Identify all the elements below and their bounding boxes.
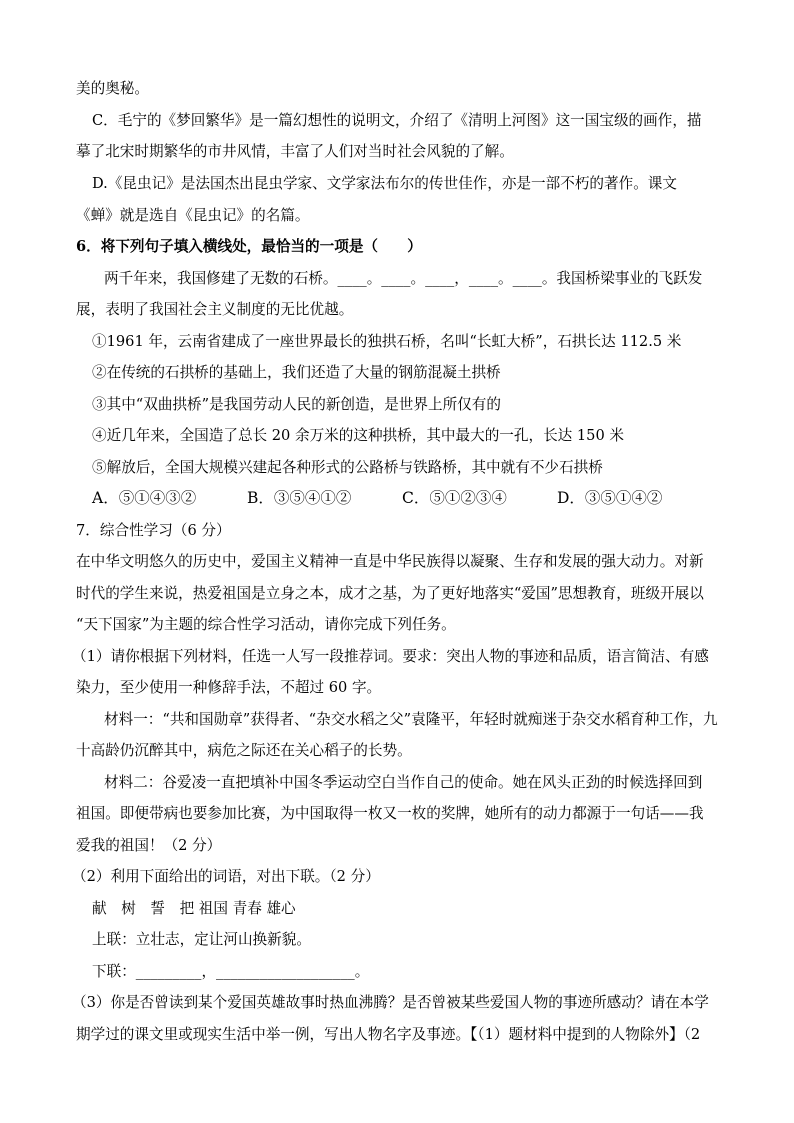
option-c[interactable]: C．⑤①②③④: [402, 489, 507, 507]
question-7-intro: “天下国家”为主题的综合性学习活动，请你完成下列任务。: [76, 616, 456, 633]
sub-question-1: 染力，至少使用一种修辞手法，不超过 60 字。: [76, 679, 382, 696]
material-1: 材料一：“共和国勋章”获得者、“杂交水稻之父”袁隆平，年轻时就痴迷于杂交水稻育种工作，九: [104, 711, 718, 728]
sentence-4: ④近几年来，全国造了总长 20 余万米的这种拱桥，其中最大的一孔，长达 150 米: [92, 427, 624, 444]
material-2: 材料二：谷爱凌一直把填补中国冬季运动空白当作自己的使命。她在风头正劲的时候选择回到: [104, 774, 703, 791]
question-7-intro: 在中华文明悠久的历史中，爱国主义精神一直是中华民族得以凝聚、生存和发展的强大动力。对新: [76, 553, 704, 570]
sentence-1: ①1961 年，云南省建成了一座世界最长的独拱石桥，名叫“长虹大桥”，石拱长达 112.5 米: [92, 333, 682, 350]
option-a[interactable]: A．⑤①④③②: [92, 489, 197, 507]
sub-question-3: 期学过的课文里或现实生活中举一例，写出人物名字及事迹。【（1）题材料中提到的人物除外】（2: [76, 1026, 701, 1043]
upper-couplet: 上联：立壮志，定让河山换新貌。: [92, 931, 311, 948]
sentence-3: ③其中“双曲拱桥”是我国劳动人民的新创造，是世界上所仅有的: [92, 396, 501, 413]
option-d-text: D.《昆虫记》是法国杰出昆虫学家、文学家法布尔的传世佳作，亦是一部不朽的著作。课文: [92, 175, 677, 192]
material-2: 祖国。即便带病也要参加比赛，为中国取得一枚又一枚的奖牌，她所有的动力都源于一句话——我: [76, 805, 704, 822]
text-line: 美的奥秘。: [76, 80, 149, 97]
question-6-options: [0, 483, 794, 514]
question-6-passage: 展，表明了我国社会主义制度的无比优越。: [76, 301, 354, 318]
option-c-text: C．毛宁的《梦回繁华》是一篇幻想性的说明文，介绍了《清明上河图》这一国宝级的画作，描: [92, 112, 702, 129]
sub-question-1: （1）请你根据下列材料，任选一人写一段推荐词。要求：突出人物的事迹和品质，语言简洁、有感: [72, 648, 709, 665]
text-line: 摹了北宋时期繁华的市井风情，丰富了人们对当时社会风貌的了解。: [76, 143, 514, 160]
question-7-intro: 时代的学生来说，热爱祖国是立身之本，成才之基，为了更好地落实“爱国”思想教育，班级开展以: [76, 585, 704, 602]
sentence-2: ②在传统的石拱桥的基础上，我们还造了大量的钢筋混凝土拱桥: [92, 364, 501, 381]
question-7-stem: 7．综合性学习（6 分）: [76, 522, 231, 539]
question-6-passage: 两千年来，我国修建了无数的石桥。____。____。____，____。____。我国桥梁事业的飞跃发: [104, 270, 703, 287]
sentence-5: ⑤解放后，全国大规模兴建起各种形式的公路桥与铁路桥，其中就有不少石拱桥: [92, 459, 603, 476]
option-b[interactable]: B．③⑤④①②: [247, 489, 352, 507]
sub-question-3: （3）你是否曾读到某个爱国英雄故事时热血沸腾？是否曾被某些爱国人物的事迹所感动？请在本学: [72, 994, 709, 1011]
option-d[interactable]: D．③⑤①④②: [557, 489, 663, 507]
material-2: 爱我的祖国！（2 分）: [76, 837, 222, 854]
text-line: 《蝉》就是选自《昆虫记》的名篇。: [76, 207, 310, 224]
material-1: 十高龄仍沉醉其中，病危之际还在关心稻子的长势。: [76, 742, 412, 759]
lower-couplet-blank[interactable]: 下联：_________，___________________。: [92, 963, 370, 980]
sub-question-2: （2）利用下面给出的词语，对出下联。（2 分）: [72, 868, 380, 885]
question-6-stem: 6．将下列句子填入横线处，最恰当的一项是（ ）: [76, 238, 422, 255]
word-list: 献 树 誓 把 祖国 青春 雄心: [92, 900, 296, 917]
